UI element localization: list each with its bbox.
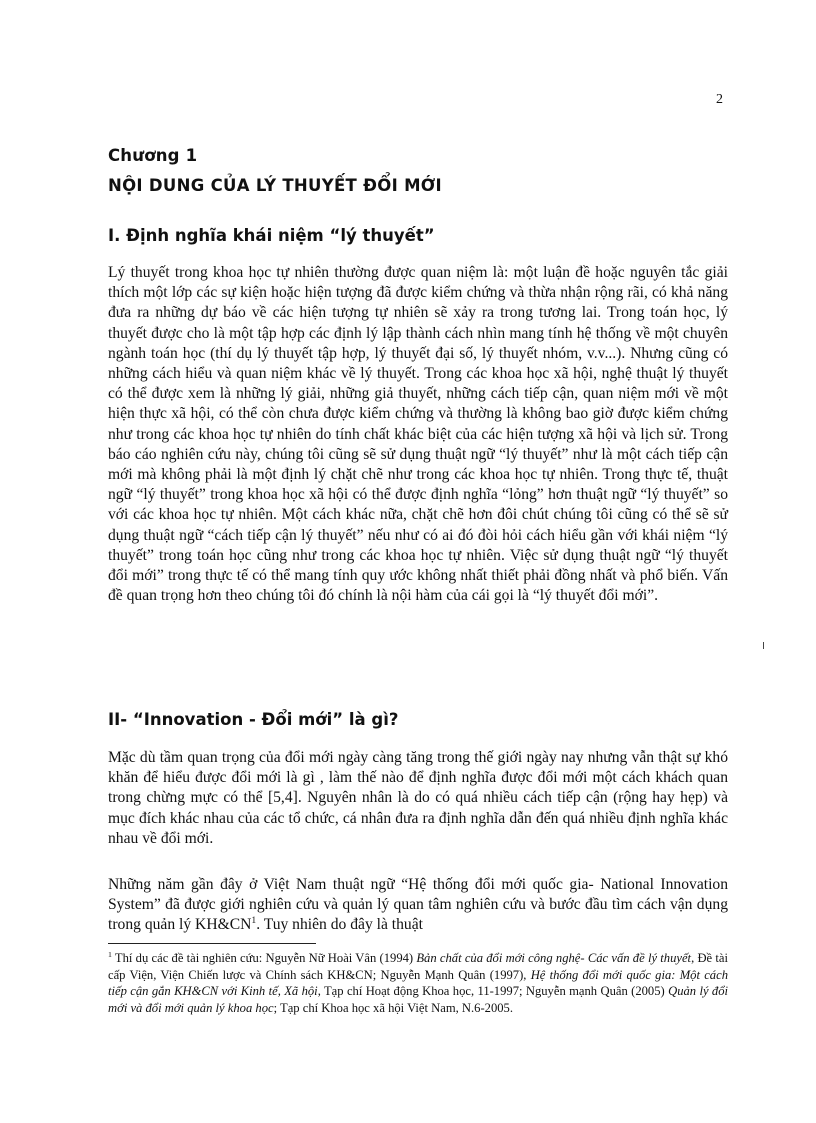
page-number: 2 (716, 92, 723, 107)
chapter-title: NỘI DUNG CỦA LÝ THUYẾT ĐỔI MỚI (108, 176, 442, 195)
section-2-paragraph-2 (108, 875, 728, 936)
footnote-divider (108, 943, 316, 944)
footnote-title-2: Hệ thống đổi mới quốc gia: Một cách tiếp cận gắn KH&CN với Kinh tế, Xã hội (108, 967, 728, 999)
footnote-title-3: Quản lý đổi mới và đổi mới quản lý khoa học (108, 984, 729, 1015)
scan-mark (763, 642, 764, 649)
footnote-reference: 1 (251, 915, 257, 927)
section-2-paragraph-1: Mặc dù tầm quan trọng của đổi mới ngày càng tăng trong thế giới ngày nay nhưng vẫn thật sự khó khăn để hiểu được đổi mới là gì , làm thế nào để định nghĩa được đổi mới một cách khách quan trong chừng mực có thể [5,4]. Nguyên nhân là do có quá nhiều cách tiếp cận (rộng hay hẹp) và mục đích khác nhau của các tổ chức, cá nhân đưa ra định nghĩa dẫn đến quá nhiều định nghĩa khác nhau về đổi mới. (108, 749, 728, 847)
section-1-heading: I. Định nghĩa khái niệm “lý thuyết” (108, 226, 435, 245)
footnote-text-3: , Tạp chí Hoạt động Khoa học, 11-1997; Nguyễn mạnh Quân (2005) (317, 984, 669, 999)
footnote-text-1: Thí dụ các đề tài nghiên cứu: Nguyễn Nữ Hoài Vân (1994) (111, 951, 417, 965)
footnote (108, 950, 728, 1016)
chapter-label: Chương 1 (108, 146, 198, 165)
footnote-title-1: Bản chất của đổi mới công nghệ- Các vấn đề lý thuyết (416, 951, 692, 965)
paragraph-2-tail: . Tuy nhiên do đây là thuật (256, 916, 423, 934)
section-1-paragraph: Lý thuyết trong khoa học tự nhiên thường được quan niệm là: một luận đề hoặc nguyên tắc giải thích một lớp các sự kiện hoặc hiện tượng đã được kiểm chứng và thừa nhận rộng rãi, có khả năng đưa ra những dự báo về các hiện tượng tự nhiên sẽ xảy ra trong tương lai. Trong toán học, lý thuyết được cho là một tập hợp các định lý lập thành cách nhìn mang tính hệ thống về một chuyên ngành toán học (thí dụ lý thuyết tập hợp, lý thuyết đại số, lý thuyết nhóm, v.v...). Nhưng cũng có những cách hiểu và quan niệm khác về lý thuyết. Trong các khoa học xã hội, nghệ thuật lý thuyết có thể được xem là những lý giải, những giả thuyết, những cách tiếp cận, quan niệm mới về một hiện thực xã hội, có thể còn chưa được kiểm chứng và thường là không bao giờ được kiểm chứng như trong các khoa học tự nhiên do tính chất khác biệt của các hiện tượng xã hội và lịch sử. Trong báo cáo nghiên cứu này, chúng tôi cũng sẽ sử dụng thuật ngữ “lý thuyết” như là một cách tiếp cận mới mà không phải là một định lý chặt chẽ như trong các khoa học tự nhiên. Trong thực tế, thuật ngữ “lý thuyết” trong khoa học xã hội có thể được định nghĩa “lỏng” hơn thuật ngữ “lý thuyết” so với các khoa học tự nhiên. Một cách khác nữa, chặt chẽ hơn đôi chút chúng tôi cũng có thể sẽ sử dụng thuật ngữ “cách tiếp cận lý thuyết” nếu như có ai đó đòi hỏi cách hiểu gần với khái niệm “lý thuyết” trong toán học cũng như trong các khoa học tự nhiên. Việc sử dụng thuật ngữ “lý thuyết đổi mới” trong thực tế có thể mang tính quy ước không nhất thiết phải đồng nhất và phổ biến. Vấn đề quan trọng hơn theo chúng tôi đó chính là nội hàm của cái gọi là “lý thuyết đổi mới”. (108, 264, 728, 605)
footnote-text-4: ; Tạp chí Khoa học xã hội Việt Nam, N.6-2005. (273, 1000, 514, 1015)
footnote-text-2: , Đề tài cấp Viện, Viện Chiến lược và Chính sách KH&CN; Nguyễn Mạnh Quân (1997), (108, 951, 728, 982)
section-2-heading: II- “Innovation - Đổi mới” là gì? (108, 710, 399, 729)
paragraph-2-text: Những năm gần đây ở Việt Nam thuật ngữ “Hệ thống đổi mới quốc gia- National Innovation System” đã được giới nghiên cứu và quản lý quan tâm nghiên cứu và bước đầu tìm cách vận dụng trong quản lý KH&CN (108, 876, 728, 934)
footnote-marker: 1 (108, 949, 112, 959)
